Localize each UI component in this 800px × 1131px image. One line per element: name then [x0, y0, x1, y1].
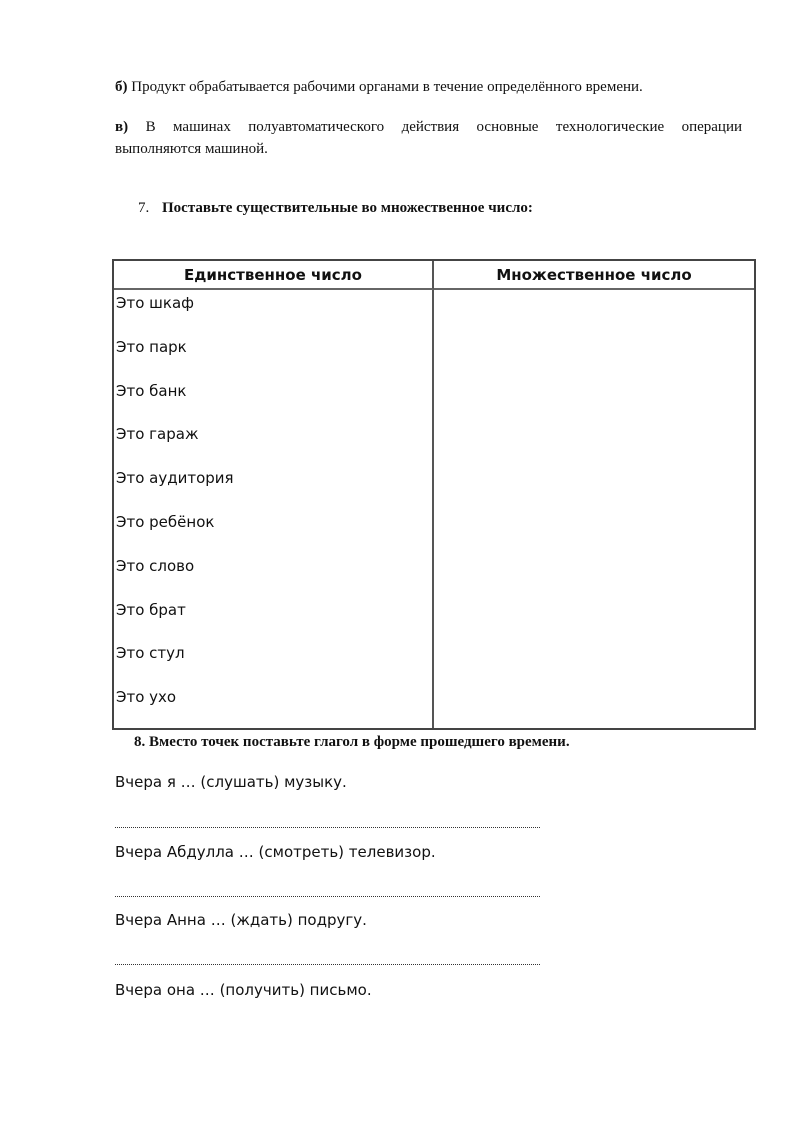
singular-item: Это ребёнок	[116, 512, 215, 531]
sentence-4: Вчера она … (получить) письмо.	[115, 981, 372, 999]
task8-heading: 8. Вместо точек поставьте глагол в форме прошедшего времени.	[134, 734, 570, 750]
singular-item: Это гараж	[116, 425, 199, 444]
header-plural: Множественное число	[434, 261, 754, 290]
singular-item: Это банк	[116, 381, 187, 400]
answer-line-2[interactable]	[115, 895, 540, 897]
item-v-text-line2: выполняются машиной.	[115, 141, 268, 157]
sentence-2: Вчера Абдулла … (смотреть) телевизор.	[115, 843, 436, 861]
item-v	[115, 116, 742, 160]
singular-item: Это слово	[116, 556, 195, 575]
plural-answer-cell[interactable]	[434, 290, 754, 728]
item-b-marker: б)	[115, 79, 128, 95]
answer-line-3[interactable]	[115, 963, 540, 965]
header-singular: Единственное число	[114, 261, 434, 290]
nouns-table	[112, 259, 756, 730]
item-v-line1	[115, 116, 742, 138]
sentence-1: Вчера я … (слушать) музыку.	[115, 773, 347, 791]
singular-item: Это шкаф	[116, 294, 194, 312]
singular-item: Это парк	[116, 337, 187, 356]
singular-item: Это ухо	[116, 688, 177, 707]
table-header-row	[114, 261, 754, 290]
task7-heading	[138, 198, 533, 218]
item-v-text-line1: В машинах полуавтоматического действия основные технологические операции	[145, 119, 743, 135]
task7-instruction: Поставьте существительные во множественное число:	[162, 200, 533, 216]
item-v-marker: в)	[115, 119, 129, 135]
item-b-text: Продукт обрабатывается рабочими органами в течение определённого времени.	[131, 79, 643, 95]
singular-item: Это брат	[116, 600, 186, 619]
singular-item: Это стул	[116, 644, 185, 663]
singular-item: Это аудитория	[116, 469, 234, 488]
item-b	[115, 76, 742, 98]
task7-number: 7.	[138, 200, 150, 216]
answer-line-1[interactable]	[115, 826, 540, 828]
sentence-3: Вчера Анна … (ждать) подругу.	[115, 911, 367, 929]
singular-column	[114, 290, 434, 728]
